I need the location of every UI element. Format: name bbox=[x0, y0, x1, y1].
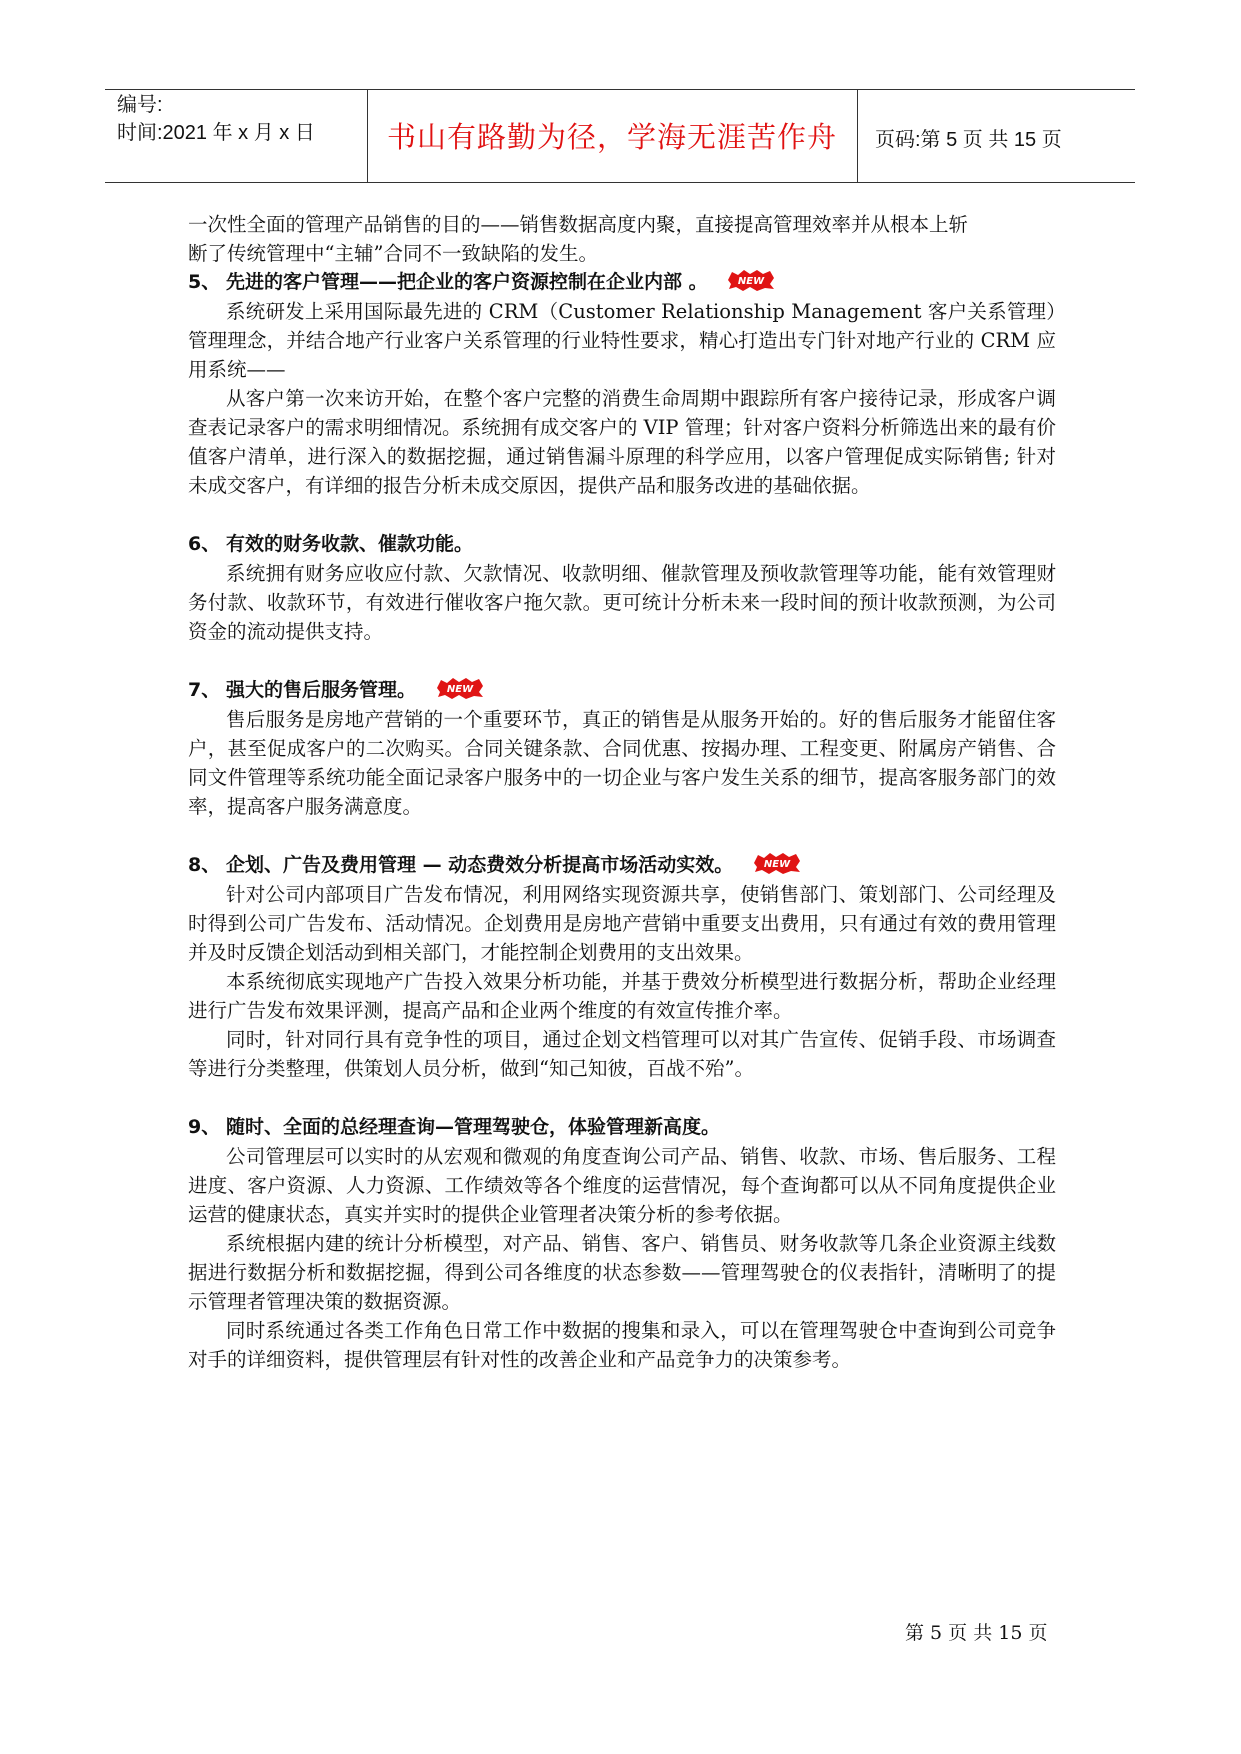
page-header bbox=[105, 89, 1135, 183]
badge-text: NEW bbox=[738, 275, 765, 287]
section-number: 7、 bbox=[188, 679, 221, 701]
paragraph: 一次性全面的管理产品销售的目的——销售数据高度内聚，直接提高管理效率并从根本上斩 bbox=[188, 213, 969, 236]
document-body bbox=[188, 210, 1056, 1374]
section-heading bbox=[188, 268, 1056, 297]
header-page-info: 页码:第 5 页 共 15 页 bbox=[875, 129, 1062, 151]
section-title: 强大的售后服务管理。 bbox=[226, 679, 417, 701]
paragraph: 系统研发上采用国际最先进的 CRM（Customer Relationship Management 客户关系管理）管理理念，并结合地产行业客户关系管理的行业特性要求，精心打造出专门针对地产行业的 CRM 应用系统—— bbox=[188, 300, 1056, 381]
section-heading bbox=[188, 851, 1056, 880]
section-title: 先进的客户管理——把企业的客户资源控制在企业内部 。 bbox=[226, 271, 708, 293]
paragraph: 售后服务是房地产营销的一个重要环节，真正的销售是从服务开始的。好的售后服务才能留住客户，甚至促成客户的二次购买。合同关键条款、合同优惠、按揭办理、工程变更、附属房产销售、合同文件管理等系统功能全面记录客户服务中的一切企业与客户发生关系的细节，提高客服务部门的效率，提高客户服务满意度。 bbox=[188, 708, 1056, 818]
header-top-rule bbox=[105, 89, 1135, 90]
paragraph: 系统拥有财务应收应付款、欠款情况、收款明细、催款管理及预收款管理等功能，能有效管理财务付款、收款环节，有效进行催收客户拖欠款。更可统计分析未来一段时间的预计收款预测，为公司资金的流动提供支持。 bbox=[188, 562, 1056, 643]
section-number: 6、 bbox=[188, 533, 221, 555]
section-heading bbox=[188, 1113, 1056, 1142]
section-heading bbox=[188, 676, 1056, 705]
paragraph: 断了传统管理中“主辅”合同不一致缺陷的发生。 bbox=[188, 242, 598, 265]
section-number: 9、 bbox=[188, 1116, 221, 1138]
doc-time: 时间:2021 年 x 月 x 日 bbox=[117, 122, 315, 144]
paragraph: 本系统彻底实现地产广告投入效果分析功能，并基于费效分析模型进行数据分析，帮助企业经理进行广告发布效果评测，提高产品和企业两个维度的有效宣传推介率。 bbox=[188, 970, 1056, 1022]
paragraph: 公司管理层可以实时的从宏观和微观的角度查询公司产品、销售、收款、市场、售后服务、工程进度、客户资源、人力资源、工作绩效等各个维度的运营情况，每个查询都可以从不同角度提供企业运营的健康状态，真实并实时的提供企业管理者决策分析的参考依据。 bbox=[188, 1145, 1056, 1226]
header-bottom-rule bbox=[105, 182, 1135, 183]
section-title: 随时、全面的总经理查询—管理驾驶仓，体验管理新高度。 bbox=[226, 1116, 721, 1138]
section-number: 8、 bbox=[188, 854, 221, 876]
paragraph: 系统根据内建的统计分析模型，对产品、销售、客户、销售员、财务收款等几条企业资源主线数据进行数据分析和数据挖掘，得到公司各维度的状态参数——管理驾驶仓的仪表指针，清晰明了的提示管理者管理决策的数据资源。 bbox=[188, 1232, 1056, 1313]
new-badge-icon bbox=[752, 852, 802, 874]
new-badge-icon bbox=[726, 269, 776, 291]
paragraph: 从客户第一次来访开始，在整个客户完整的消费生命周期中跟踪所有客户接待记录，形成客户调查表记录客户的需求明细情况。系统拥有成交客户的 VIP 管理；针对客户资料分析筛选出来的最有价值客户清单，进行深入的数据挖掘，通过销售漏斗原理的科学应用，以客户管理促成实际销售; 针对未成交客户，有详细的报告分析未成交原因，提供产品和服务改进的基础依据。 bbox=[188, 387, 1056, 497]
badge-text: NEW bbox=[763, 858, 790, 870]
doc-number-label: 编号: bbox=[117, 94, 163, 116]
badge-text: NEW bbox=[446, 683, 473, 695]
paragraph: 同时，针对同行具有竞争性的项目，通过企划文档管理可以对其广告宣传、促销手段、市场调查等进行分类整理，供策划人员分析，做到“知己知彼，百战不殆”。 bbox=[188, 1028, 1056, 1080]
section-title: 企划、广告及费用管理 — 动态费效分析提高市场活动实效。 bbox=[226, 854, 734, 876]
paragraph: 针对公司内部项目广告发布情况，利用网络实现资源共享，使销售部门、策划部门、公司经理及时得到公司广告发布、活动情况。企划费用是房地产营销中重要支出费用，只有通过有效的费用管理并及时反馈企划活动到相关部门，才能控制企划费用的支出效果。 bbox=[188, 883, 1056, 964]
section-title: 有效的财务收款、催款功能。 bbox=[226, 533, 474, 555]
section-number: 5、 bbox=[188, 271, 221, 293]
page-footer: 第 5 页 共 15 页 bbox=[905, 1622, 1048, 1644]
section-heading bbox=[188, 530, 1056, 559]
header-meta bbox=[117, 91, 315, 147]
header-motto: 书山有路勤为径，学海无涯苦作舟 bbox=[386, 120, 837, 154]
header-divider bbox=[857, 89, 858, 183]
paragraph: 同时系统通过各类工作角色日常工作中数据的搜集和录入，可以在管理驾驶仓中查询到公司竞争对手的详细资料，提供管理层有针对性的改善企业和产品竞争力的决策参考。 bbox=[188, 1319, 1056, 1371]
new-badge-icon bbox=[435, 677, 485, 699]
